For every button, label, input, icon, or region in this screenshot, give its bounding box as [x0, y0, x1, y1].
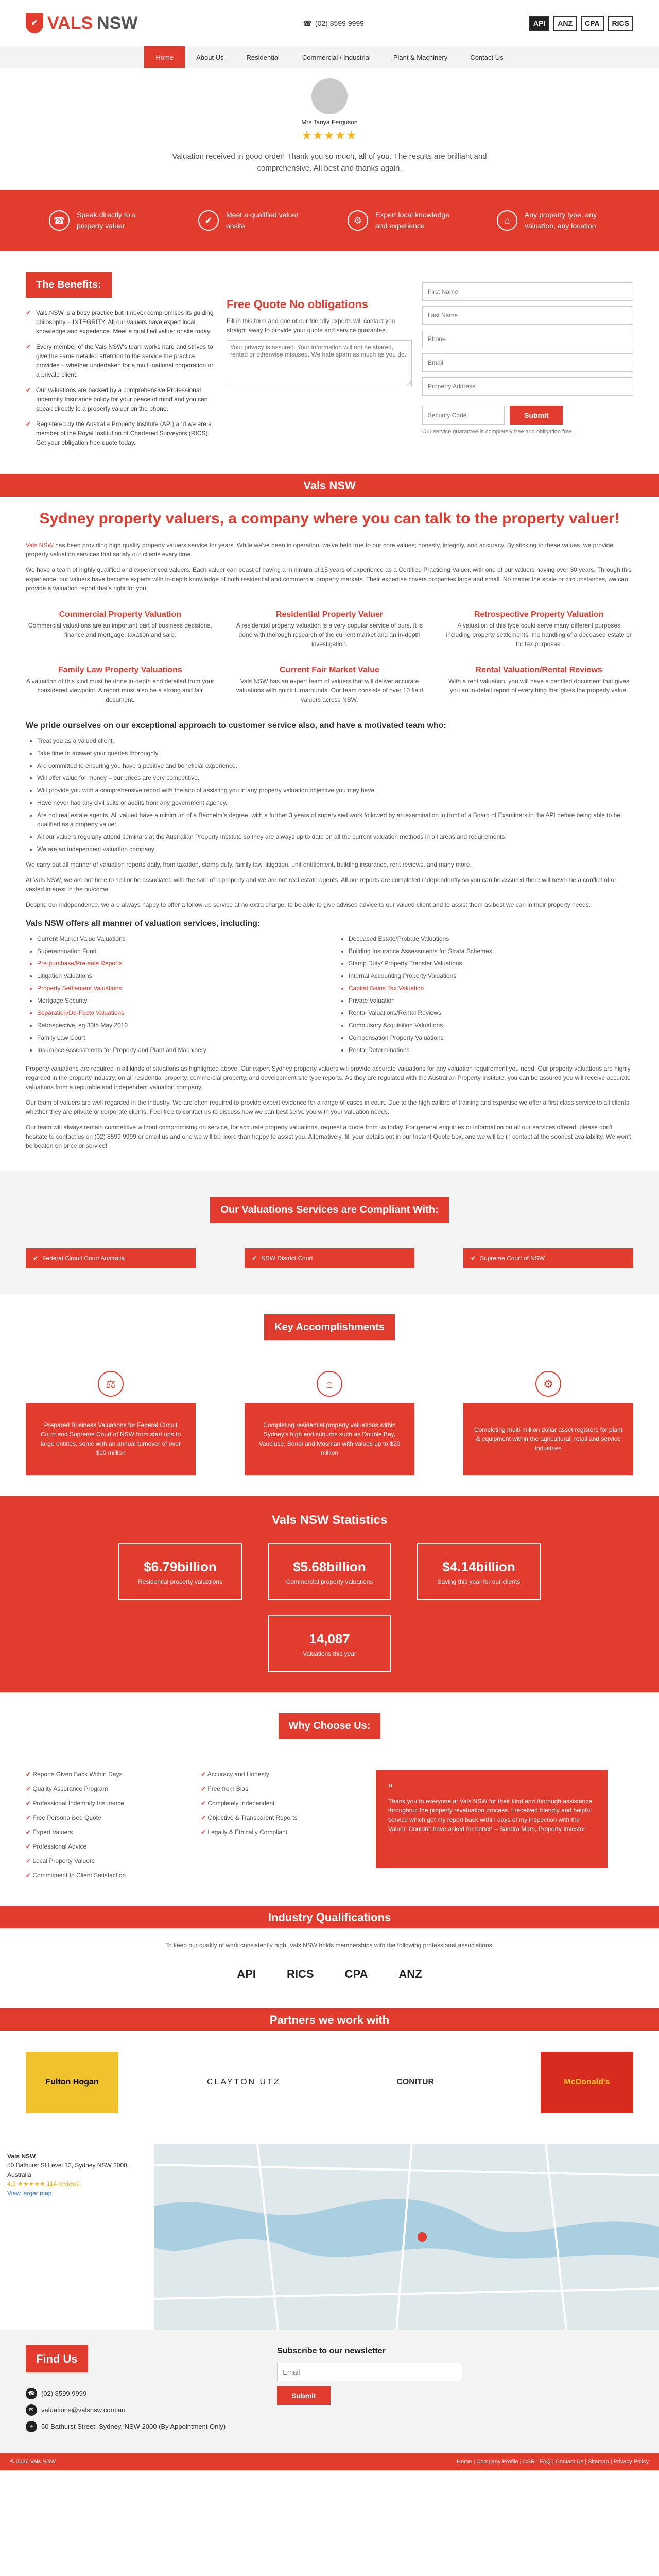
offers-list	[26, 934, 633, 1058]
offer-item: • Separation/De-Facto Valuations	[37, 1008, 322, 1018]
offer-item: • Insurance Assessments for Property and Plant and Machinery	[37, 1045, 322, 1055]
offer-item: • Pre-purchase/Pre-sale Reports	[37, 959, 322, 968]
approach-list	[26, 736, 633, 854]
offer-item: • Rental Determinations	[349, 1045, 633, 1055]
approach-item: • Will offer value for money – our prices are very competitive.	[37, 773, 633, 783]
map-pin-icon	[418, 2232, 427, 2242]
why-item: ✔ Professional Advice	[26, 1842, 180, 1851]
phone-icon: ☎	[49, 210, 70, 231]
accomplishment-text: Completing residential property valuations within Sydney's high end suburbs such as Double Bay, Vaucluse, Bondi and Mosman with values up to $20 million	[245, 1403, 414, 1475]
about-section	[26, 507, 633, 1150]
map-reviews: 4.9 ★★★★★ 114 reviews	[7, 2180, 80, 2188]
service-text: Commercial valuations are an important part of business decisions, finance and mortgage, taxation and sale.	[28, 622, 212, 638]
badge-anz: ANZ	[553, 16, 577, 31]
benefit-item: ✔ Registered by the Australia Property Institute (API) and we are a member of the Royal Institution of Chartered Surveyors (RICS), Get your obligation free quote today.	[26, 419, 216, 447]
logo-vals: VALS	[47, 13, 93, 33]
benefit-item: ✔ Our valuations are backed by a comprehensive Professional Indemnity Insurance policy for your peace of mind and you can speak directly to a property valuer on the phone.	[26, 385, 216, 413]
map-name: Vals NSW	[7, 2153, 36, 2160]
testimonial	[0, 68, 659, 190]
approach-intro: We pride ourselves on our exceptional approach to customer service also, and have a motivated team who:	[26, 721, 446, 730]
offers-paragraph: Our team will always remain competitive without compromising on service, for accurate property valuations, request a quote from us today. For general enquiries or information on all our services offered, please don't hesitate to contact us on (02) 8599 9999 or email us and one we will be more than happy to assist you. Alternatively, fill your details out in our Instant Quote box, and we will be in contact at the soonest availability. We won't be beaten on price or service!	[26, 1124, 631, 1149]
partner-logo-clayton: CLAYTON UTZ	[207, 2078, 281, 2087]
service-text: A valuation of this kind must be done in-depth and detailed from your considered viewpoint. A report must also be a strong and fair document.	[26, 677, 214, 703]
why-item: ✔ Free from Bias	[201, 1784, 355, 1793]
nav-commercial[interactable]: Commercial / Industrial	[302, 54, 371, 61]
feature-item	[49, 210, 162, 231]
house-icon: ⌂	[317, 1371, 342, 1397]
check-icon: ✔	[198, 210, 219, 231]
why-quote-text: Thank you to everyone at Vals NSW for their kind and thorough assistance throughout the property revaluation process. I received friendly and helpful service which got my report back within days of my inspection with the Valuer. Couldn't have asked for better! – Sandra Mars, Property Investor	[388, 1798, 592, 1833]
statistics-section	[0, 1496, 659, 1692]
offers-heading: Vals NSW offers all manner of valuation services, including:	[26, 919, 261, 928]
view-larger-map-link[interactable]: View larger map	[7, 2190, 52, 2197]
nav-contact[interactable]: Contact Us	[470, 54, 504, 61]
feature-text: Expert local knowledge and experience	[375, 211, 449, 230]
compliant-list	[26, 1248, 633, 1268]
subscribe	[277, 2345, 462, 2437]
offer-item: • Litigation Valuations	[37, 971, 322, 980]
footer	[0, 2330, 659, 2453]
feature-item	[497, 210, 610, 231]
check-icon: ✔	[471, 1255, 476, 1262]
offer-item: • Superannuation Fund	[37, 946, 322, 956]
logo[interactable]	[26, 10, 137, 37]
avatar	[311, 78, 348, 114]
approach-item: • All our valuers regularly attend seminars at the Australian Property Institute so they are always up to date on all the current valuation methods in all areas and requirements.	[37, 832, 633, 841]
stat-box	[268, 1615, 391, 1672]
industry-logos	[26, 1965, 633, 1982]
service-card[interactable]	[235, 608, 424, 649]
why-item: ✔ Commitment to Client Satisfaction	[26, 1871, 180, 1880]
feature-strip	[0, 190, 659, 251]
api-logo: API	[237, 1968, 256, 1980]
footer-address: ⌖ 50 Bathurst Street, Sydney, NSW 2000 (By Appointment Only)	[26, 2421, 226, 2432]
approach-item: • We are an independent valuation company.	[37, 844, 633, 854]
why-item: ✔ Professional Indemnity Insurance	[26, 1799, 180, 1808]
gear-icon: ⚙	[348, 210, 368, 231]
partner-logo-mcdonalds: McDonald's	[541, 2052, 633, 2113]
stat-value: $4.14billion	[442, 1558, 515, 1574]
feature-text: Speak directly to a property valuer	[77, 211, 136, 230]
benefit-item: ✔ Every member of the Vals NSW's team works hard and strives to give the same detailed attention to the service the practice provides – whether undertaken for a multi-national corporation or a private client.	[26, 342, 216, 379]
why-title: Why Choose Us:	[279, 1713, 381, 1739]
shield-logo-icon: ✔	[26, 13, 43, 33]
approach-item: • Treat you as a valued client.	[37, 736, 633, 745]
about-heading: Sydney property valuers, a company where you can talk to the property valuer!	[39, 510, 620, 527]
why-item: ✔ Free Personalised Quote	[26, 1813, 180, 1822]
service-title: Current Fair Market Value	[280, 666, 379, 674]
approach-item: • Are not real estate agents. All valued have a minimum of a Bachelor's degree, with a further 3 years of supervised work followed by an examination in front of a Board of Examiners in the API before being able to be qualified as a property valuer.	[37, 810, 633, 829]
badge-api: API	[529, 16, 549, 31]
check-icon: ✔	[33, 1255, 39, 1262]
offer-item: • Stamp Duty/ Property Transfer Valuations	[349, 959, 633, 968]
compliant-item: ✔ Supreme Court of NSW	[463, 1248, 633, 1268]
industry-header: Industry Qualifications	[0, 1906, 659, 1928]
badge-rics: RICS	[608, 16, 633, 31]
message-field[interactable]	[227, 340, 412, 386]
nav-home[interactable]: Home	[144, 46, 185, 68]
nav-plant[interactable]: Plant & Machinery	[393, 54, 448, 61]
approach-paragraph: At Vals NSW, we are not here to sell or be associated with the sale of a property and we are not real estate agents. All our reports are completed independently so you can be assured there will never be a conflict of or vested interest in the outcome.	[26, 876, 617, 893]
quote-title: Free Quote No obligations	[227, 298, 369, 311]
service-title: Residential Property Valuer	[275, 610, 384, 619]
accomplishment-text: Prepared Business Valuations for Federal Circuit Court and Supreme Court of NSW from start ups to large entities, some with an annual turnover of over $10 million	[26, 1403, 196, 1475]
header-phone[interactable]	[303, 18, 363, 29]
subscribe-title: Subscribe to our newsletter	[277, 2347, 386, 2355]
benefit-item: ✔ Vals NSW is a busy practice but it never compromises its guiding philosophy – INTEGRITY. All our valuers have expert local knowledge and experience. Meet a qualified valuer onsite today.	[26, 308, 216, 336]
testimonial-text: Valuation received in good order! Thank you so much, all of you. The results are brilliant and comprehensive. All best and thanks again.	[172, 152, 487, 173]
rics-logo: RICS	[287, 1968, 314, 1980]
offer-item: • Deceased Estate/Probate Valuations	[349, 934, 633, 943]
accomplishment-card	[245, 1371, 414, 1475]
offers-paragraph: Property valuations are required in all kinds of situations as highlighted above. Our expert Sydney property valuers will provide accurate valuations for any valuation requirement you need. Our property valuations are highly regarded in the property industry, on all residential property, commercial property, and development site type reports. As they are regulated with the Australian Property Institute, you can be assured you will receive accurate valuations from a reputable and independent valuation company.	[26, 1065, 631, 1091]
compliant-title: Our Valuations Services are Compliant With:	[210, 1197, 448, 1223]
partner-logo-conitur: CONITUR	[396, 2078, 435, 2087]
last-name-field[interactable]	[422, 306, 633, 325]
find-us	[26, 2345, 226, 2437]
accomplishment-card	[26, 1371, 196, 1475]
approach-item: • Have never had any civil suits or audits from any government agency.	[37, 798, 633, 807]
bottom-bar	[0, 2453, 659, 2470]
offer-item: • Compensation Property Valuations	[349, 1033, 633, 1042]
gavel-icon: ⚖	[98, 1371, 124, 1397]
benefits-title: The Benefits:	[26, 272, 112, 298]
accomplishment-card	[463, 1371, 633, 1475]
why-content	[26, 1749, 633, 1906]
main-nav	[0, 46, 659, 68]
location-icon: ⌖	[26, 2421, 37, 2432]
service-title: Rental Valuation/Rental Reviews	[475, 666, 602, 674]
free-quote	[227, 272, 412, 453]
feature-item	[348, 210, 461, 231]
service-text: A valuation of this type could serve many different purposes including property settlements, the handling of a deceased estate or for tax purposes.	[446, 622, 632, 648]
map-address: 50 Bathurst St Level 12, Sydney NSW 2000, Australia	[7, 2162, 129, 2178]
subscribe-email-field[interactable]	[277, 2363, 462, 2381]
compliant-item: ✔ Federal Circuit Court Australia	[26, 1248, 196, 1268]
about-paragraph: Vals NSW has been providing high quality property valuers service for years. While we've been in operation, we've held true to our core values; honesty, integrity, and accuracy. By sticking to these values, we provide property valuation services that satisfy our clients every time.	[26, 541, 613, 558]
benefits-section	[26, 251, 633, 474]
logo-nsw: NSW	[97, 13, 138, 33]
quote-icon: “	[388, 1781, 393, 1797]
accomplishments-list	[26, 1350, 633, 1496]
why-item: ✔ Objective & Transparent Reports	[201, 1813, 355, 1822]
benefits-list	[26, 308, 216, 447]
about-paragraph: We have a team of highly qualified and experienced valuers. Each valuer can boast of having a minimum of 15 years of experience as a Certified Practicing Valuer, with one of our valuers having over 30 years. Through this experience, our valuers have become experts with in-depth knowledge of both residential and commercial property markets. Their expertise covers properties large and small. No matter the scale or circumstances, we can provide a valuation report that's right for you.	[26, 566, 632, 592]
why-list-1	[26, 1770, 180, 1885]
copyright: © 2026 Vals NSW	[10, 2458, 56, 2465]
service-text: With a rent valuation, you will have a certified document that gives you an in-detail report of everything that gives the property value.	[448, 677, 630, 694]
cpa-logo: CPA	[344, 1968, 368, 1980]
why-section	[26, 1692, 633, 1906]
why-item: ✔ Expert Valuers	[26, 1827, 180, 1837]
footer-email[interactable]: ✉ valuations@valsnsw.com.au	[26, 2404, 226, 2416]
stats-title: Vals NSW Statistics	[271, 1513, 388, 1527]
feature-item	[198, 210, 311, 231]
footer-title: Find Us	[26, 2345, 88, 2372]
about-section-header: Vals NSW	[0, 474, 659, 497]
stat-desc: Commercial property valuations	[286, 1578, 373, 1585]
offers-right	[337, 934, 633, 1058]
address-field[interactable]	[422, 377, 633, 396]
service-text: Vals NSW has an expert team of valuers that will deliver accurate valuations with quick turnarounds. Our team consists of over 10 field valuers across NSW.	[236, 677, 423, 703]
partners-header: Partners we work with	[0, 2008, 659, 2031]
accomplishment-text: Completing multi-million dollar asset registers for plant & equipment within the agricultural, retail and service industries	[463, 1403, 633, 1475]
approach-paragraph: Despite our independence, we are always happy to offer a follow-up service at no extra charge, to be able to give advised advice to our valued client and to assist them as best we can in their property needs.	[26, 901, 591, 908]
service-title: Commercial Property Valuation	[59, 610, 182, 619]
subscribe-button[interactable]: Submit	[277, 2386, 330, 2405]
offer-item: • Retrospective, eg 30th May 2010	[37, 1021, 322, 1030]
captcha-field[interactable]	[422, 406, 505, 425]
mail-icon: ✉	[26, 2404, 37, 2416]
service-card[interactable]	[26, 664, 215, 704]
service-card[interactable]	[444, 664, 633, 704]
why-item: ✔ Quality Assurance Program	[26, 1784, 180, 1793]
why-item: ✔ Reports Given Back Within Days	[26, 1770, 180, 1779]
map-graphic	[154, 2144, 659, 2330]
accreditation-badges	[529, 16, 633, 31]
service-card[interactable]	[235, 664, 424, 704]
email-field[interactable]	[422, 353, 633, 372]
map[interactable]	[154, 2144, 659, 2330]
map-info	[0, 2144, 154, 2330]
phone-icon: ☎	[26, 2388, 37, 2399]
stat-value: 14,087	[309, 1631, 350, 1647]
first-name-field[interactable]	[422, 282, 633, 301]
why-quote	[376, 1770, 608, 1868]
stats-row	[0, 1615, 659, 1672]
benefits-column	[26, 272, 216, 453]
compliant-item: ✔ NSW District Court	[245, 1248, 414, 1268]
offer-item: • Internal Accounting Property Valuations	[349, 971, 633, 980]
star-rating: ★★★★★	[301, 129, 358, 142]
partner-logo-fulton: Fulton Hogan	[26, 2052, 118, 2113]
stat-desc: Residential property valuations	[137, 1578, 223, 1585]
why-list-2	[201, 1770, 355, 1885]
approach-item: • Are committed to ensuring you have a positive and beneficial experience.	[37, 761, 633, 770]
testimonial-name: Mrs Tanya Ferguson	[301, 118, 358, 126]
nav-about[interactable]: About Us	[196, 54, 224, 61]
feature-text: Meet a qualified valuer onsite	[226, 211, 299, 230]
offer-item: • Building Insurance Assessments for Strata Schemes	[349, 946, 633, 956]
feature-text: Any property type, any valuation, any location	[525, 211, 597, 230]
stat-value: $5.68billion	[293, 1558, 366, 1574]
services-grid	[26, 608, 633, 704]
why-item: ✔ Local Property Valuers	[26, 1856, 180, 1866]
map-section	[0, 2144, 659, 2330]
quote-text: Fill in this form and one of our friendly experts will contact you straight away to provide your quote and service guarantee.	[227, 317, 395, 334]
approach-item: • Will provide you with a comprehensive report with the aim of assisting you in any property valuation objective you may have.	[37, 786, 633, 795]
nav-residential[interactable]: Residential	[246, 54, 280, 61]
header	[0, 0, 659, 46]
phone-icon: ☎	[303, 19, 312, 27]
footer-links[interactable]: Home | Company Profile | CSR | FAQ | Contact Us | Sitemap | Privacy Policy	[457, 2458, 649, 2465]
offers-paragraph: Our team of valuers are well regarded in the industry. We are often required to provide expert evidence for a range of cases in court. Due to the high calibre of training and expertise we offer a first class service to all clients whether they are private or corporate clients. Feel free to contact us to discuss how we can best serve you with your valuation needs.	[26, 1099, 629, 1115]
badge-cpa: CPA	[581, 16, 604, 31]
form-note: Our service guarantee is completely free and obligation free.	[422, 429, 574, 435]
offer-item: • Capital Gains Tax Valuation	[349, 984, 633, 993]
approach-paragraph: We carry out all manner of valuation reports daily, from taxation, stamp duty, family law, litigation, unit entitlement, building insurance, rent reviews, and many more.	[26, 861, 472, 868]
accomplishments-title: Key Accomplishments	[264, 1314, 395, 1340]
why-item: ✔ Completely Independent	[201, 1799, 355, 1808]
quote-form	[422, 272, 633, 453]
why-item: ✔ Legally & Ethically Compliant	[201, 1827, 355, 1837]
stat-value: $6.79billion	[144, 1558, 217, 1574]
check-icon: ✔	[252, 1255, 257, 1262]
stats-row	[0, 1543, 659, 1600]
stat-desc: Saving this year for our clients	[437, 1578, 521, 1585]
partners-section	[26, 2031, 633, 2144]
approach-item: • Take time to answer your queries thoroughly.	[37, 749, 633, 758]
offer-item: • Mortgage Security	[37, 996, 322, 1005]
submit-button[interactable]: Submit	[510, 406, 563, 425]
stat-box	[118, 1543, 242, 1600]
gear-icon: ⚙	[535, 1371, 561, 1397]
service-title: Retrospective Property Valuation	[474, 610, 604, 619]
industry-text: To keep our quality of work consistently high, Vals NSW holds memberships with the following professional associations:	[165, 1942, 494, 1949]
anz-logo: ANZ	[398, 1968, 422, 1980]
stat-box	[417, 1543, 541, 1600]
why-item: ✔ Accuracy and Honesty	[201, 1770, 355, 1779]
offer-item: • Family Law Court	[37, 1033, 322, 1042]
offers-left	[26, 934, 322, 1058]
compliant-section	[0, 1171, 659, 1294]
offer-item: • Current Market Value Valuations	[37, 934, 322, 943]
footer-phone[interactable]: ☎ (02) 8599 9999	[26, 2388, 226, 2399]
offer-item: • Rental Valuations/Rental Reviews	[349, 1008, 633, 1018]
stat-box	[268, 1543, 391, 1600]
service-text: A residential property valuation is a very popular service of ours. It is done with thorough research of the current market and an in-depth investigation.	[236, 622, 423, 648]
industry-section	[26, 1941, 633, 1982]
stat-desc: Valuations this year	[303, 1650, 356, 1657]
service-title: Family Law Property Valuations	[58, 666, 182, 674]
vals-nsw-link[interactable]: Vals NSW	[26, 541, 54, 549]
phone-field[interactable]	[422, 330, 633, 348]
service-card[interactable]	[26, 608, 215, 649]
offer-item: • Compulsory Acquisition Valuations	[349, 1021, 633, 1030]
house-icon: ⌂	[497, 210, 517, 231]
service-card[interactable]	[444, 608, 633, 649]
offer-item: • Private Valuation	[349, 996, 633, 1005]
header-phone-number: (02) 8599 9999	[315, 19, 364, 27]
accomplishments-section	[26, 1294, 633, 1496]
offer-item: • Property Settlement Valuations	[37, 984, 322, 993]
